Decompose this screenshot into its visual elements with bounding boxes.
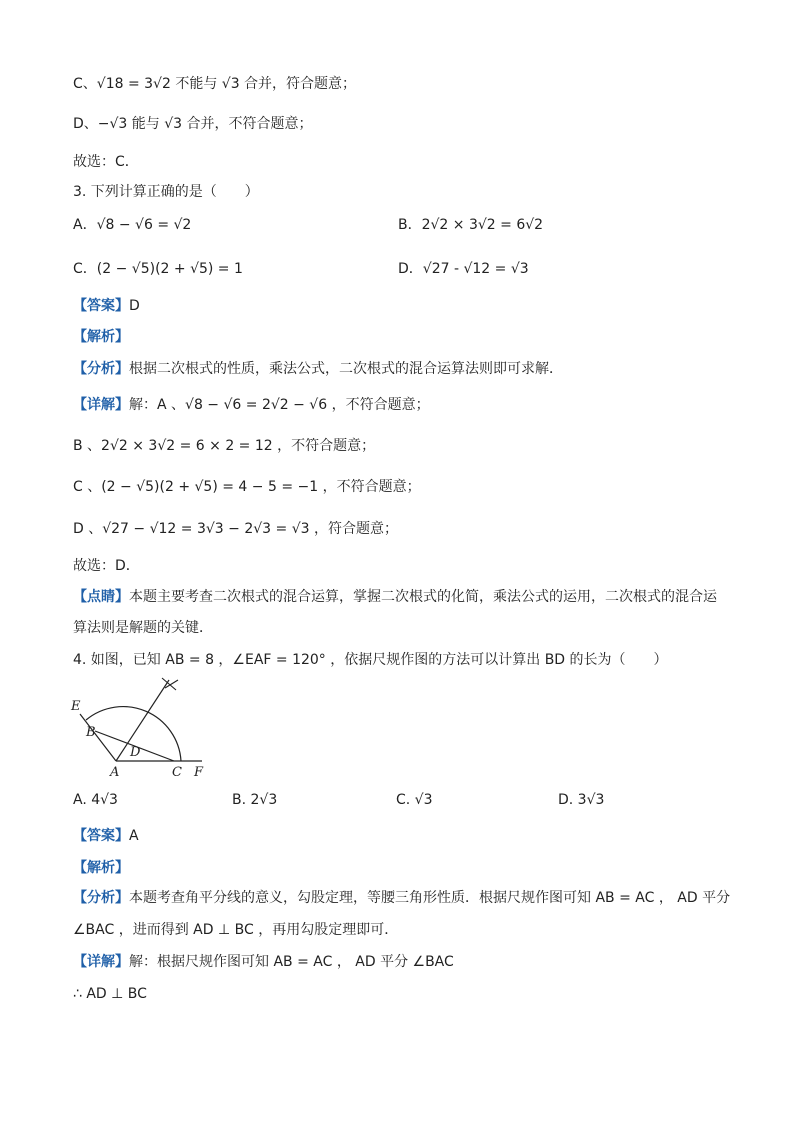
question-4-option-c: C. √3: [396, 792, 433, 808]
detail-tag: 【详解】: [73, 397, 129, 413]
analysis-heading-q4: [73, 858, 129, 878]
construction-figure: [66, 672, 216, 784]
label-b: B: [86, 725, 96, 740]
answer-value-q4: A: [129, 828, 139, 844]
analysis-text-q4: 本题考查角平分线的意义，勾股定理，等腰三角形性质．根据尺规作图可知 AB = AC ， AD 平分: [129, 890, 731, 906]
label-d: D: [130, 745, 141, 760]
text-line-2: D、−√3 能与 √3 合并，不符合题意；: [73, 116, 313, 132]
label-a: A: [110, 765, 120, 780]
detail-line-q3: [73, 395, 430, 415]
analysis-tag-q4: 【解析】: [73, 860, 129, 876]
text-line-3: 故选：C．: [73, 154, 139, 170]
question-3-option-a: A．√8 − √6 = √2: [73, 217, 192, 233]
analysis-label: 【分析】: [73, 361, 129, 377]
choice-line-q3: 故选：D．: [73, 558, 140, 574]
detail-tag-q4: 【详解】: [73, 954, 129, 970]
question-4-option-a: A. 4√3: [73, 792, 118, 808]
tip-line-q3: [73, 587, 717, 607]
question-4-option-b: B. 2√3: [232, 792, 278, 808]
detail-line-b: B 、2√2 × 3√2 = 6 × 2 = 12 ，不符合题意；: [73, 438, 376, 454]
question-3-option-d: D．√27 - √12 = √3: [398, 261, 529, 277]
tip-text: 本题主要考查二次根式的混合运算，掌握二次根式的化简，乘法公式的运用，二次根式的混合运: [129, 589, 717, 605]
question-4-stem: 4. 如图，已知 AB = 8 ，∠EAF = 120° ，依据尺规作图的方法可以计算出 BD 的长为（ ）: [73, 652, 668, 668]
answer-line-q4: [73, 826, 139, 846]
label-f: F: [194, 765, 204, 780]
question-3-option-b: B．2√2 × 3√2 = 6√2: [398, 217, 544, 233]
analysis-line-q4-cont: ∠BAC ，进而得到 AD ⊥ BC ，再用勾股定理即可．: [73, 922, 399, 938]
detail-text: 解：A 、√8 − √6 = 2√2 − √6 ，不符合题意；: [129, 397, 430, 413]
tip-tag: 【点睛】: [73, 589, 129, 605]
answer-tag: 【答案】: [73, 298, 129, 314]
answer-tag-q4: 【答案】: [73, 828, 129, 844]
analysis-line-q3: [73, 359, 563, 379]
tip-line-q3-cont: 算法则是解题的关键．: [73, 620, 213, 636]
answer-line-q3: [73, 296, 140, 316]
analysis-label-q4: 【分析】: [73, 890, 129, 906]
question-3-option-c: C．(2 − √5)(2 + √5) = 1: [73, 261, 243, 277]
detail-text-q4: 解：根据尺规作图可知 AB = AC ， AD 平分 ∠BAC: [129, 954, 454, 970]
detail-line-q4: [73, 952, 454, 972]
label-e: E: [71, 699, 81, 714]
analysis-heading-q3: [73, 327, 129, 347]
detail-line-c: C 、(2 − √5)(2 + √5) = 4 − 5 = −1 ，不符合题意；: [73, 479, 421, 495]
analysis-text: 根据二次根式的性质，乘法公式，二次根式的混合运算法则即可求解．: [129, 361, 563, 377]
answer-value: D: [129, 298, 140, 314]
question-4-option-d: D. 3√3: [558, 792, 605, 808]
text-line-1: C、√18 = 3√2 不能与 √3 合并，符合题意；: [73, 76, 357, 92]
question-3-stem: 3. 下列计算正确的是（ ）: [73, 184, 259, 200]
label-c: C: [172, 765, 182, 780]
analysis-tag: 【解析】: [73, 329, 129, 345]
conclusion-line-q4: ∴ AD ⊥ BC: [73, 986, 147, 1002]
detail-line-d: D 、√27 − √12 = 3√3 − 2√3 = √3 ，符合题意；: [73, 521, 398, 537]
analysis-line-q4: [73, 888, 730, 908]
